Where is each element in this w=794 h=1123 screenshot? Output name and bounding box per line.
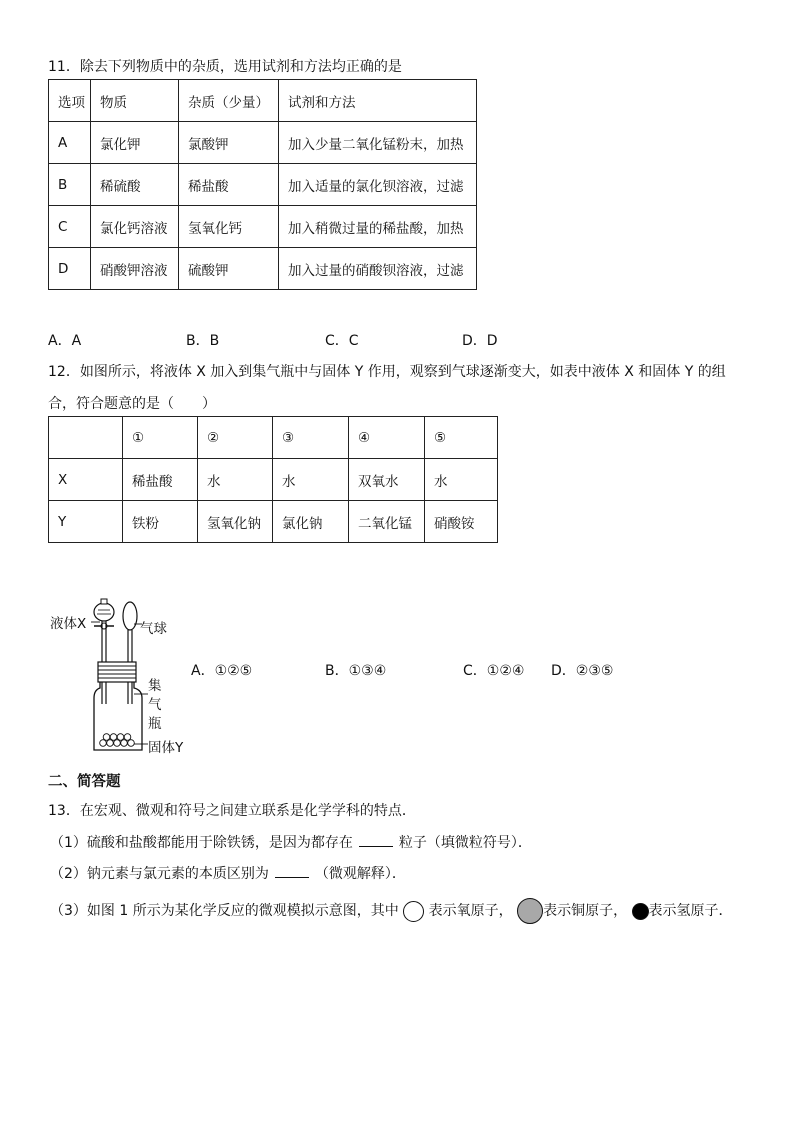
option-a[interactable]: A．①②⑤ bbox=[191, 663, 253, 679]
option-b[interactable]: B．B bbox=[186, 333, 220, 349]
table-header-cell: ② bbox=[198, 417, 273, 459]
label-bottle-3: 瓶 bbox=[148, 716, 162, 732]
table-header-cell: 物质 bbox=[91, 80, 179, 122]
table-header-row bbox=[49, 417, 498, 459]
table-cell: 双氧水 bbox=[349, 459, 425, 501]
copper-atom-icon bbox=[517, 898, 543, 924]
q13-part2-after: （微观解释）． bbox=[314, 866, 406, 882]
table-cell: A bbox=[49, 122, 91, 164]
table-cell: 加入适量的氯化钡溶液，过滤 bbox=[279, 164, 477, 206]
table-cell: 氯化钙溶液 bbox=[91, 206, 179, 248]
table-cell: X bbox=[49, 459, 123, 501]
table-header-cell: ① bbox=[123, 417, 198, 459]
label-bottle-2: 气 bbox=[148, 697, 162, 713]
table-cell: 铁粉 bbox=[123, 501, 198, 543]
table-cell: C bbox=[49, 206, 91, 248]
table-cell: 加入少量二氧化锰粉末，加热 bbox=[279, 122, 477, 164]
label-balloon: 气球 bbox=[140, 621, 167, 637]
q13-part2 bbox=[50, 863, 406, 883]
table-header-cell bbox=[49, 417, 123, 459]
table-cell: 水 bbox=[198, 459, 273, 501]
q13-part3-d: 表示氢原子． bbox=[648, 903, 733, 919]
table-cell: 稀盐酸 bbox=[179, 164, 279, 206]
q12-table bbox=[48, 416, 498, 543]
table-cell: 二氧化锰 bbox=[349, 501, 425, 543]
oxygen-atom-icon bbox=[403, 901, 424, 922]
q13-part3-b: 表示氧原子， bbox=[428, 903, 513, 919]
label-liquid-x: 液体X bbox=[50, 616, 87, 632]
table-header-cell: ③ bbox=[273, 417, 349, 459]
table-cell: 硫酸钾 bbox=[179, 248, 279, 290]
answer-blank-2[interactable] bbox=[275, 865, 309, 878]
option-c[interactable]: C．①②④ bbox=[463, 663, 525, 679]
q13-part3-c: 表示铜原子， bbox=[543, 903, 628, 919]
table-cell: 稀盐酸 bbox=[123, 459, 198, 501]
table-header-cell: 选项 bbox=[49, 80, 91, 122]
option-b[interactable]: B．①③④ bbox=[325, 663, 387, 679]
table-cell: Y bbox=[49, 501, 123, 543]
label-solid-y: 固体Y bbox=[148, 740, 184, 756]
table-cell: 氯酸钾 bbox=[179, 122, 279, 164]
q12-stem-line1: 12．如图所示，将液体 X 加入到集气瓶中与固体 Y 作用，观察到气球逐渐变大，如表中液体 X 和固体 Y 的组 bbox=[48, 364, 726, 380]
q13-part3-a: （3）如图 1 所示为某化学反应的微观模拟示意图，其中 bbox=[50, 903, 399, 919]
option-a[interactable]: A．A bbox=[48, 333, 82, 349]
label-bottle-1: 集 bbox=[148, 678, 162, 694]
gas-bottle-figure bbox=[48, 592, 198, 758]
hydrogen-atom-icon bbox=[632, 903, 649, 920]
table-cell: 氢氧化钠 bbox=[198, 501, 273, 543]
table-header-cell: 杂质（少量） bbox=[179, 80, 279, 122]
table-cell: 氢氧化钙 bbox=[179, 206, 279, 248]
table-cell: 硝酸铵 bbox=[425, 501, 498, 543]
table-header-cell: 试剂和方法 bbox=[279, 80, 477, 122]
table-header-row bbox=[49, 80, 477, 122]
table-row bbox=[49, 164, 477, 206]
q13-part3 bbox=[50, 898, 733, 924]
option-d[interactable]: D．D bbox=[462, 333, 498, 349]
table-cell: B bbox=[49, 164, 91, 206]
table-row bbox=[49, 122, 477, 164]
q13-part1 bbox=[50, 832, 532, 852]
q13-part2-before: （2）钠元素与氯元素的本质区别为 bbox=[50, 866, 269, 882]
q11-table bbox=[48, 79, 477, 290]
answer-blank-1[interactable] bbox=[359, 834, 393, 847]
q12-stem-line2: 合，符合题意的是（ ） bbox=[48, 396, 216, 412]
table-cell: 氯化钾 bbox=[91, 122, 179, 164]
q13-stem: 13．在宏观、微观和符号之间建立联系是化学学科的特点． bbox=[48, 803, 416, 819]
q13-part1-before: （1）硫酸和盐酸都能用于除铁锈，是因为都存在 bbox=[50, 835, 353, 851]
table-row bbox=[49, 206, 477, 248]
section-title: 二、简答题 bbox=[48, 774, 121, 790]
option-d[interactable]: D．②③⑤ bbox=[551, 663, 614, 679]
table-row bbox=[49, 459, 498, 501]
table-cell: 加入过量的硝酸钡溶液，过滤 bbox=[279, 248, 477, 290]
table-row bbox=[49, 248, 477, 290]
table-header-cell: ⑤ bbox=[425, 417, 498, 459]
table-cell: 水 bbox=[425, 459, 498, 501]
table-cell: 氯化钠 bbox=[273, 501, 349, 543]
table-row bbox=[49, 501, 498, 543]
table-header-cell: ④ bbox=[349, 417, 425, 459]
table-cell: 硝酸钾溶液 bbox=[91, 248, 179, 290]
table-cell: 稀硫酸 bbox=[91, 164, 179, 206]
table-cell: 水 bbox=[273, 459, 349, 501]
table-cell: D bbox=[49, 248, 91, 290]
table-cell: 加入稍微过量的稀盐酸，加热 bbox=[279, 206, 477, 248]
q13-part1-after: 粒子（填微粒符号）． bbox=[398, 835, 532, 851]
option-c[interactable]: C．C bbox=[325, 333, 359, 349]
q11-stem: 11．除去下列物质中的杂质，选用试剂和方法均正确的是 bbox=[48, 59, 402, 75]
